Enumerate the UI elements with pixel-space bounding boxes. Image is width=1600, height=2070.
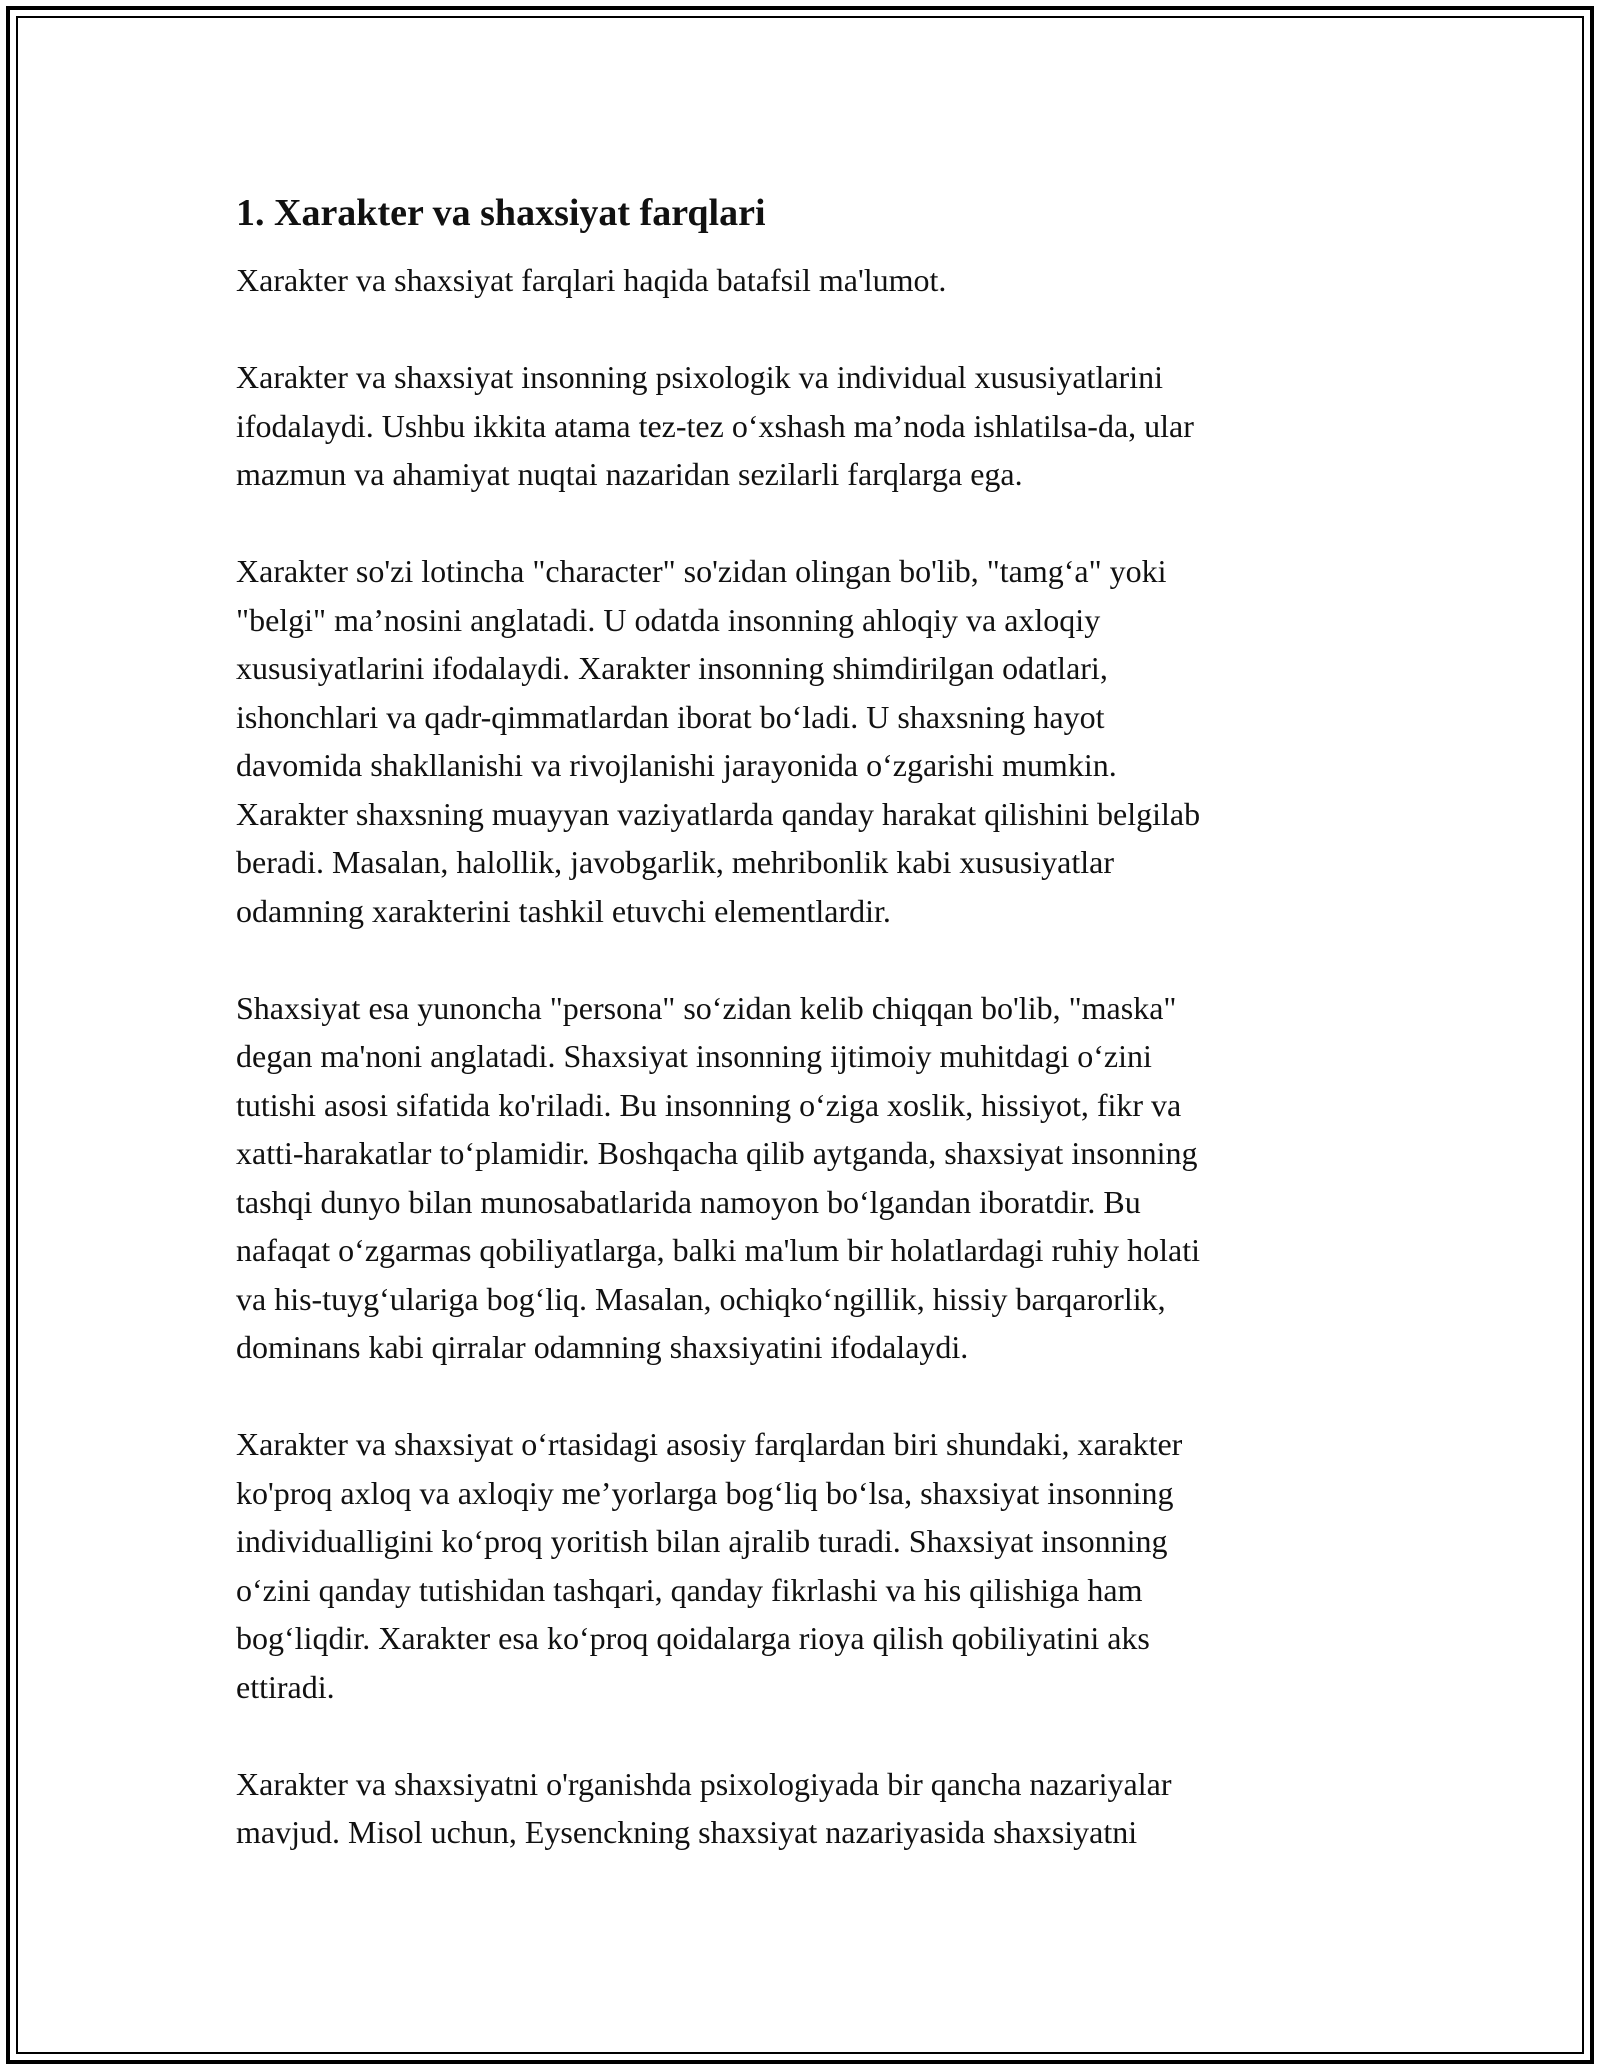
paragraph-line: Xarakter va shaxsiyat o‘rtasidagi asosiy farqlardan biri shundaki, xarakter [236, 1426, 1183, 1462]
paragraph-line: ifodalaydi. Ushbu ikkita atama tez-tez o‘xshash ma’noda ishlatilsa-da, ular [236, 407, 1194, 444]
paragraph [236, 1420, 1396, 1711]
paragraph [236, 984, 1396, 1372]
paragraph-line: dominans kabi qirralar odamning shaxsiyatini ifodalaydi. [236, 1329, 969, 1365]
paragraph [236, 547, 1396, 935]
paragraph-line: mazmun va ahamiyat nuqtai nazaridan sezilarli farqlarga ega. [236, 456, 1023, 492]
section-heading: 1. Xarakter va shaxsiyat farqlari [236, 192, 766, 234]
paragraph-line: "belgi" ma’nosini anglatadi. U odatda insonning ahloqiy va axloqiy [236, 601, 1101, 638]
paragraph-line: xususiyatlarini ifodalaydi. Xarakter insonning shimdirilgan odatlari, [236, 650, 1108, 686]
paragraph-line: davomida shakllanishi va rivojlanishi jarayonida o‘zgarishi mumkin. [236, 747, 1117, 783]
paragraph-list [236, 256, 1396, 1857]
paragraph-line: beradi. Masalan, halollik, javobgarlik, mehribonlik kabi xususiyatlar [236, 844, 1115, 880]
paragraph-line: tashqi dunyo bilan munosabatlarida namoyon bo‘lgandan iboratdir. Bu [236, 1183, 1141, 1220]
paragraph-line: Xarakter so'zi lotincha "character" so'zidan olingan bo'lib, "tamg‘a" yoki [236, 553, 1167, 589]
paragraph-line: mavjud. Misol uchun, Eysenckning shaxsiyat nazariyasida shaxsiyatni [236, 1814, 1138, 1850]
paragraph-line: va his-tuyg‘ulariga bog‘liq. Masalan, ochiqko‘ngillik, hissiy barqarorlik, [236, 1280, 1166, 1317]
paragraph [236, 1760, 1396, 1857]
paragraph-line: o‘zini qanday tutishidan tashqari, qanday fikrlashi va his qilishiga ham [236, 1571, 1143, 1608]
paragraph-line: xatti-harakatlar to‘plamidir. Boshqacha qilib aytganda, shaxsiyat insonning [236, 1135, 1198, 1171]
paragraph-line: bog‘liqdir. Xarakter esa ko‘proq qoidalarga rioya qilish qobiliyatini aks [236, 1620, 1150, 1656]
paragraph-line: degan ma'noni anglatadi. Shaxsiyat insonning ijtimoiy muhitdagi o‘zini [236, 1038, 1152, 1074]
paragraph-line: Xarakter va shaxsiyatni o'rganishda psixologiyada bir qancha nazariyalar [236, 1765, 1172, 1802]
paragraph-line: Xarakter shaxsning muayyan vaziyatlarda qanday harakat qilishini belgilab [236, 795, 1201, 832]
paragraph-line: odamning xarakterini tashkil etuvchi elementlardir. [236, 892, 891, 929]
paragraph-line: individualligini ko‘proq yoritish bilan ajralib turadi. Shaxsiyat insonning [236, 1523, 1168, 1559]
paragraph [236, 256, 1396, 305]
paragraph-line: Xarakter va shaxsiyat farqlari haqida batafsil ma'lumot. [236, 262, 947, 298]
paragraph-line: ishonchlari va qadr-qimmatlardan iborat bo‘ladi. U shaxsning hayot [236, 698, 1105, 735]
document-body [236, 190, 1396, 1905]
paragraph-line: Xarakter va shaxsiyat insonning psixologik va individual xususiyatlarini [236, 359, 1163, 395]
paragraph-line: Shaxsiyat esa yunoncha "persona" so‘zidan kelib chiqqan bo'lib, "maska" [236, 989, 1177, 1026]
paragraph-line: ko'proq axloq va axloqiy me’yorlarga bog‘liq bo‘lsa, shaxsiyat insonning [236, 1474, 1174, 1511]
paragraph-line: ettiradi. [236, 1668, 335, 1705]
paragraph [236, 353, 1396, 499]
paragraph-line: nafaqat o‘zgarmas qobiliyatlarga, balki ma'lum bir holatlardagi ruhiy holati [236, 1232, 1200, 1268]
paragraph-line: tutishi asosi sifatida ko'riladi. Bu insonning o‘ziga xoslik, hissiyot, fikr va [236, 1086, 1182, 1123]
